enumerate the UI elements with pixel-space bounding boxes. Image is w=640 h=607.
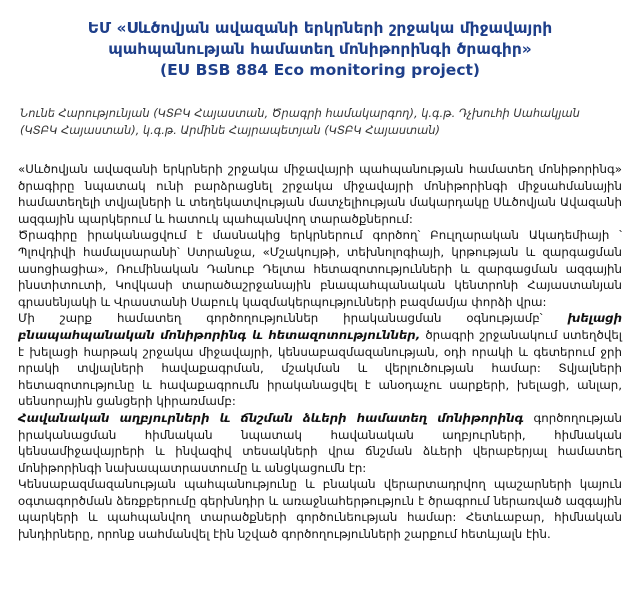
title-line-1: ԵՄ «Սևծովյան ավազանի երկրների շրջակա միջավայրի <box>87 19 553 37</box>
title-line-2: պահպանության համատեղ մոնիթորինգի ծրագիր» <box>108 40 532 58</box>
smart-monitoring-emphasis: խելացի բնապահպանական մոնիթորինգ և հետազոտություններ, <box>18 311 622 342</box>
paragraph-smart-monitoring <box>18 310 622 410</box>
paragraph-joint-monitoring <box>18 410 622 476</box>
paragraph-intro: «Սևծովյան ավազանի երկրների շրջակա միջավայրի պահպանության համատեղ մոնիթորինգ» ծրագիրը նպատակ ունի բարձրացնել շրջակա միջավայրի մոնիթորինգի միջսահմանային համատեղելի տվյալների և տեղեկատվության մատչելիության մակարդակը Սևծովյան Ավազանի ազգային պարկերում և հատուկ պահպանվող տարածքներում: <box>18 162 622 226</box>
document-body <box>18 161 622 543</box>
title-line-3: (EU BSB 884 Eco monitoring project) <box>160 61 480 79</box>
paragraph-joint-monitoring-rest: գործողության իրականացման հիմնական նպատակ հավանական աղբյուրների, հիմնական կենսամիջավայրերի և ինվազիվ տեսակների վրա ճնշման ձևերի վերաբերյալ համատեղ մոնիթորինգի նախապատրաստումը և անցկացումն էր: <box>18 410 622 475</box>
joint-monitoring-emphasis: Հավանական աղբյուրների և ճնշման ձևերի համատեղ մոնիթորինգ <box>18 410 524 425</box>
paragraph-smart-monitoring-lead: Մի շարք համատեղ գործողություններ իրականացման օգնությամբ՝ <box>18 311 568 326</box>
paragraph-smart-monitoring-rest: ծրագրի շրջանակում ստեղծվել է խելացի հարթակ շրջակա միջավայրի, կենսաբազմազանության, օդի որակի և գետերում ջրի որակի տվյալների հավաքագրման, մշակման և վերլուծության համար: Տվյալների հետազոտությունը և հավաքագրումն իրականացվել է անօդաչու սարքերի, խելացի, անլար, սենսորային ցանցերի կիրառմամբ: <box>18 327 622 409</box>
authors-line: Նունե Հարությունյան (ԿՏԲԿ Հայաստան, Ծրագրի համակարգող), կ.գ.թ. Դչխուհի Սահակյան (ԿՏԲԿ Հայաստան), կ.գ.թ. Արմինե Հայրապետյան (ԿՏԲԿ Հայաստան) <box>20 106 580 137</box>
paragraph-partners: Ծրագիրը իրականացվում է մասնակից երկրներում գործող՝ Բուլղարական Ակադեմիայի ՝ Պլովդիվի համալսարանի՝ Ստրանջա, «Մշակույթի, տեխնոլոգիայի, կրթության և զարգացման ասոցիացիա», Ռումինական Դանուբ Դելտա հետազոտությունների և զարգացման ազգային ինստիտուտի, Կովկասի տարածաշրջանային բնապահպանական կենտրոնի Հայաստանյան գրասենյակի և Վրաստանի Սաբուկ կազմակերպությունների բազմամյա փորձի վրա: <box>18 228 622 309</box>
paragraph-biodiversity: Կենսաբազմազանության պահպանությունը և բնական վերարտադրվող պաշարների կայուն օգտագործման ձեռքբերումը գերխնդիր և առաջնահերթություն է ծրագրում ներառված ազգային պարկերի և պահպանվող տարածքների գործունեության համար: Հետևաբար, հիմնական խնդիրները, որոնք սահմանվել էին նշված գործողությունների շարքում հետևյալն էին. <box>18 477 622 542</box>
document-title <box>18 18 622 81</box>
